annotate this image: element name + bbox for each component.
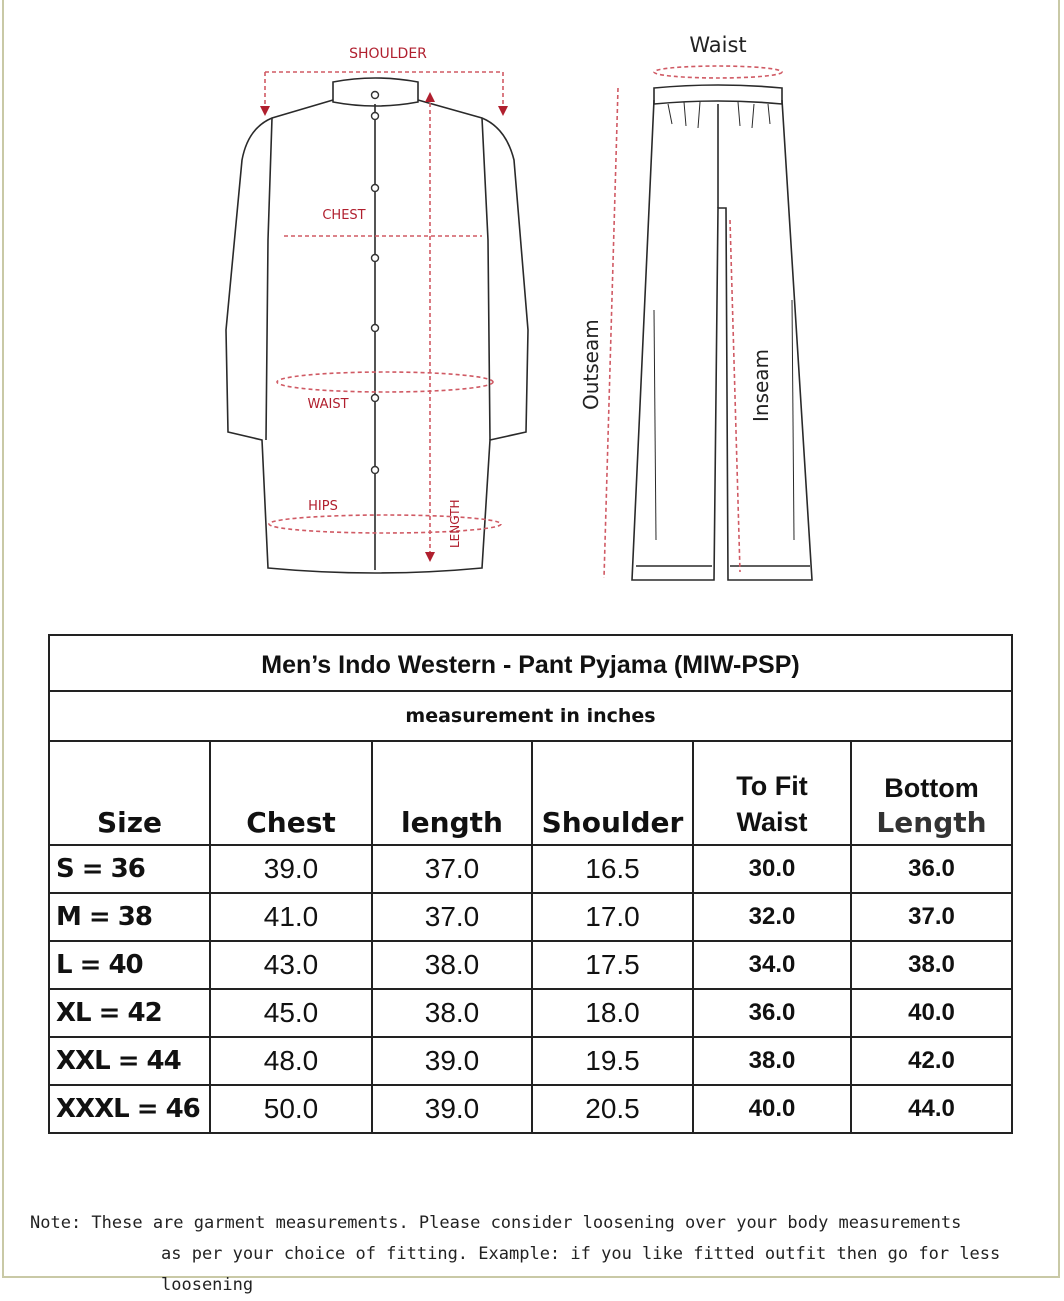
waist-label: WAIST: [307, 397, 349, 412]
cell-chest: 48.0: [210, 1037, 372, 1085]
cell-length: 39.0: [372, 1037, 532, 1085]
table-row: [49, 845, 1012, 893]
table-body: [49, 845, 1012, 1133]
cell-bottom-length: 36.0: [851, 845, 1012, 893]
pant-waist-label: Waist: [689, 33, 747, 57]
length-label: LENGTH: [448, 499, 462, 548]
garment-diagram: [0, 0, 1064, 630]
header-size: Size: [49, 741, 210, 845]
kurta-measure-lines: [265, 72, 503, 558]
cell-shoulder: 19.5: [532, 1037, 693, 1085]
header-shoulder: Shoulder: [532, 741, 693, 845]
note-line2: as per your choice of fitting. Example: if you like fitted outfit then go for less loosening: [161, 1244, 1001, 1295]
table-title: Men’s Indo Western - Pant Pyjama (MIW-PSP): [49, 635, 1012, 691]
cell-length: 38.0: [372, 941, 532, 989]
unit-note: measurement in inches: [49, 691, 1012, 741]
cell-chest: 43.0: [210, 941, 372, 989]
header-to-fit-waist-line1: To Fit: [736, 771, 808, 801]
cell-waist: 30.0: [693, 845, 851, 893]
cell-size: S = 36: [49, 845, 210, 893]
pant-measure-lines: [604, 66, 782, 578]
note: [30, 1208, 1040, 1301]
cell-chest: 41.0: [210, 893, 372, 941]
cell-shoulder: 20.5: [532, 1085, 693, 1133]
header-bottom-length-line1: Bottom: [884, 773, 979, 803]
outseam-label: Outseam: [579, 319, 603, 410]
cell-bottom-length: 40.0: [851, 989, 1012, 1037]
cell-bottom-length: 44.0: [851, 1085, 1012, 1133]
header-chest: Chest: [210, 741, 372, 845]
cell-waist: 32.0: [693, 893, 851, 941]
cell-bottom-length: 38.0: [851, 941, 1012, 989]
kurta-arrowheads: [260, 92, 508, 562]
cell-length: 37.0: [372, 893, 532, 941]
cell-size: XXL = 44: [49, 1037, 210, 1085]
cell-length: 37.0: [372, 845, 532, 893]
cell-waist: 38.0: [693, 1037, 851, 1085]
cell-shoulder: 18.0: [532, 989, 693, 1037]
cell-shoulder: 16.5: [532, 845, 693, 893]
cell-length: 39.0: [372, 1085, 532, 1133]
header-bottom-length-line2: Length: [876, 806, 987, 839]
header-length: length: [372, 741, 532, 845]
cell-bottom-length: 42.0: [851, 1037, 1012, 1085]
cell-chest: 45.0: [210, 989, 372, 1037]
table-row: [49, 893, 1012, 941]
cell-chest: 50.0: [210, 1085, 372, 1133]
cell-waist: 34.0: [693, 941, 851, 989]
size-chart-table: [48, 634, 1013, 1134]
cell-size: XXXL = 46: [49, 1085, 210, 1133]
table-row: [49, 941, 1012, 989]
cell-waist: 40.0: [693, 1085, 851, 1133]
note-line1: Note: These are garment measurements. Please consider loosening over your body measurements: [30, 1213, 962, 1233]
chest-label: CHEST: [322, 208, 366, 223]
cell-length: 38.0: [372, 989, 532, 1037]
cell-bottom-length: 37.0: [851, 893, 1012, 941]
inseam-label: Inseam: [749, 348, 773, 422]
header-to-fit-waist: [693, 741, 851, 845]
cell-shoulder: 17.0: [532, 893, 693, 941]
cell-size: M = 38: [49, 893, 210, 941]
cell-shoulder: 17.5: [532, 941, 693, 989]
header-row: [49, 741, 1012, 845]
cell-size: XL = 42: [49, 989, 210, 1037]
cell-waist: 36.0: [693, 989, 851, 1037]
table-row: [49, 1037, 1012, 1085]
table-row: [49, 989, 1012, 1037]
table-row: [49, 1085, 1012, 1133]
shoulder-label: SHOULDER: [349, 46, 427, 62]
header-to-fit-waist-line2: Waist: [736, 807, 808, 837]
cell-chest: 39.0: [210, 845, 372, 893]
pant-illustration: [632, 85, 812, 580]
cell-size: L = 40: [49, 941, 210, 989]
header-bottom-length: [851, 741, 1012, 845]
hips-label: HIPS: [308, 499, 338, 514]
